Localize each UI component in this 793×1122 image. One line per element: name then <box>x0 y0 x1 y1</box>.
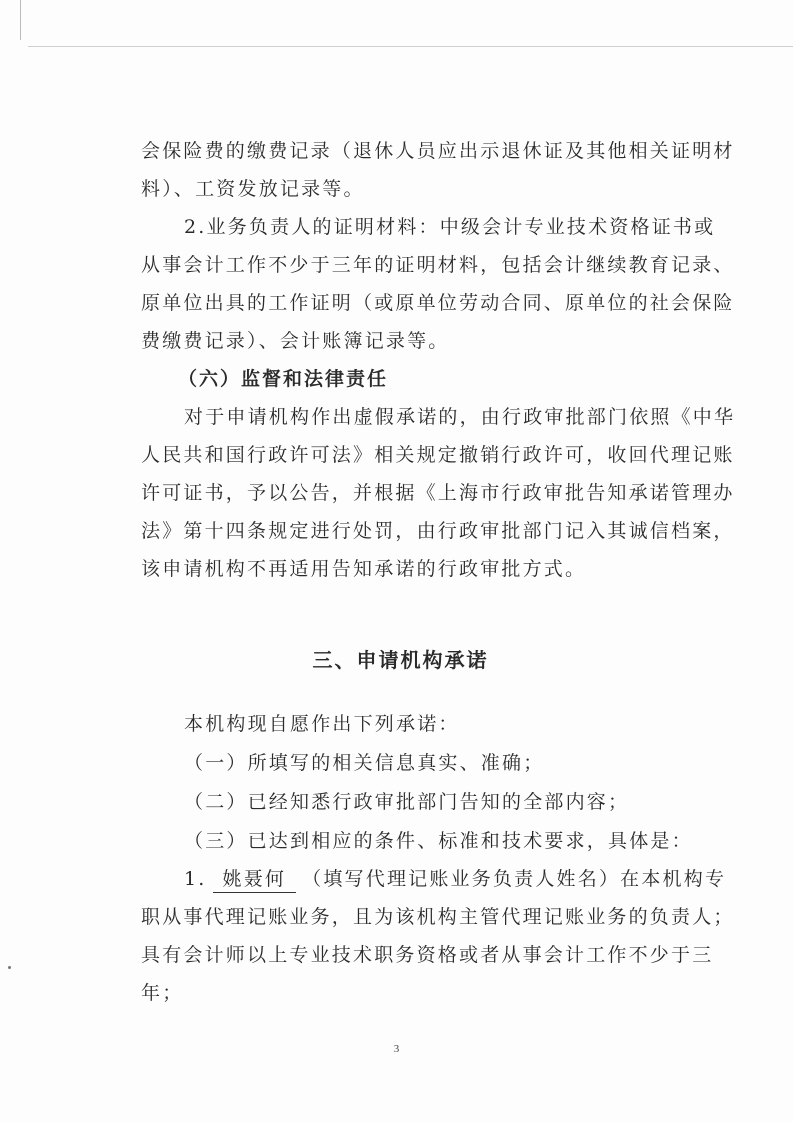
text-line: 许可证书，予以公告，并根据《上海市行政审批告知承诺管理办 <box>141 482 735 504</box>
responsible-person-name: 姚聂何 <box>213 867 297 893</box>
text-line: 2.业务负责人的证明材料：中级会计专业技术资格证书或 <box>184 216 716 238</box>
text-line: 从事会计工作不少于三年的证明材料，包括会计继续教育记录、 <box>141 254 735 276</box>
text-line: 该申请机构不再适用告知承诺的行政审批方式。 <box>141 558 587 580</box>
list-item: （二）已经知悉行政审批部门告知的全部内容； <box>184 791 630 813</box>
text-line: 费缴费记录）、会计账簿记录等。 <box>141 330 450 352</box>
text-line: 职从事代理记账业务，且为该机构主管代理记账业务的负责人； <box>141 906 735 928</box>
section-heading: （六）监督和法律责任 <box>178 368 389 390</box>
section-title: 三、申请机构承诺 <box>312 648 489 672</box>
item-text: （填写代理记账业务负责人姓名）在本机构专 <box>302 868 727 890</box>
page-number: 3 <box>393 1043 400 1055</box>
text-line: 本机构现自愿作出下列承诺： <box>184 713 460 735</box>
header-rule <box>28 46 793 47</box>
list-item: （一）所填写的相关信息真实、准确； <box>184 752 545 774</box>
scan-speck <box>8 966 11 969</box>
text-line: 原单位出具的工作证明（或原单位劳动合同、原单位的社会保险 <box>141 292 735 314</box>
list-item: （三）已达到相应的条件、标准和技术要求，具体是： <box>184 830 693 852</box>
text-line: 料）、工资发放记录等。 <box>141 178 365 200</box>
text-line: 具有会计师以上专业技术职务资格或者从事会计工作不少于三 <box>141 944 714 966</box>
text-line: 对于申请机构作出虚假承诺的，由行政审批部门依照《中华 <box>184 406 736 428</box>
text-line: 人民共和国行政许可法》相关规定撤销行政许可，收回代理记账 <box>141 444 735 466</box>
text-line: 法》第十四条规定进行处罚，由行政审批部门记入其诚信档案， <box>141 520 735 542</box>
scan-edge-mark <box>20 0 21 40</box>
text-line: 会保险费的缴费记录（退休人员应出示退休证及其他相关证明材 <box>141 140 735 162</box>
text-line: 年； <box>141 982 184 1004</box>
list-item <box>184 867 726 893</box>
item-number: 1. <box>184 868 207 890</box>
